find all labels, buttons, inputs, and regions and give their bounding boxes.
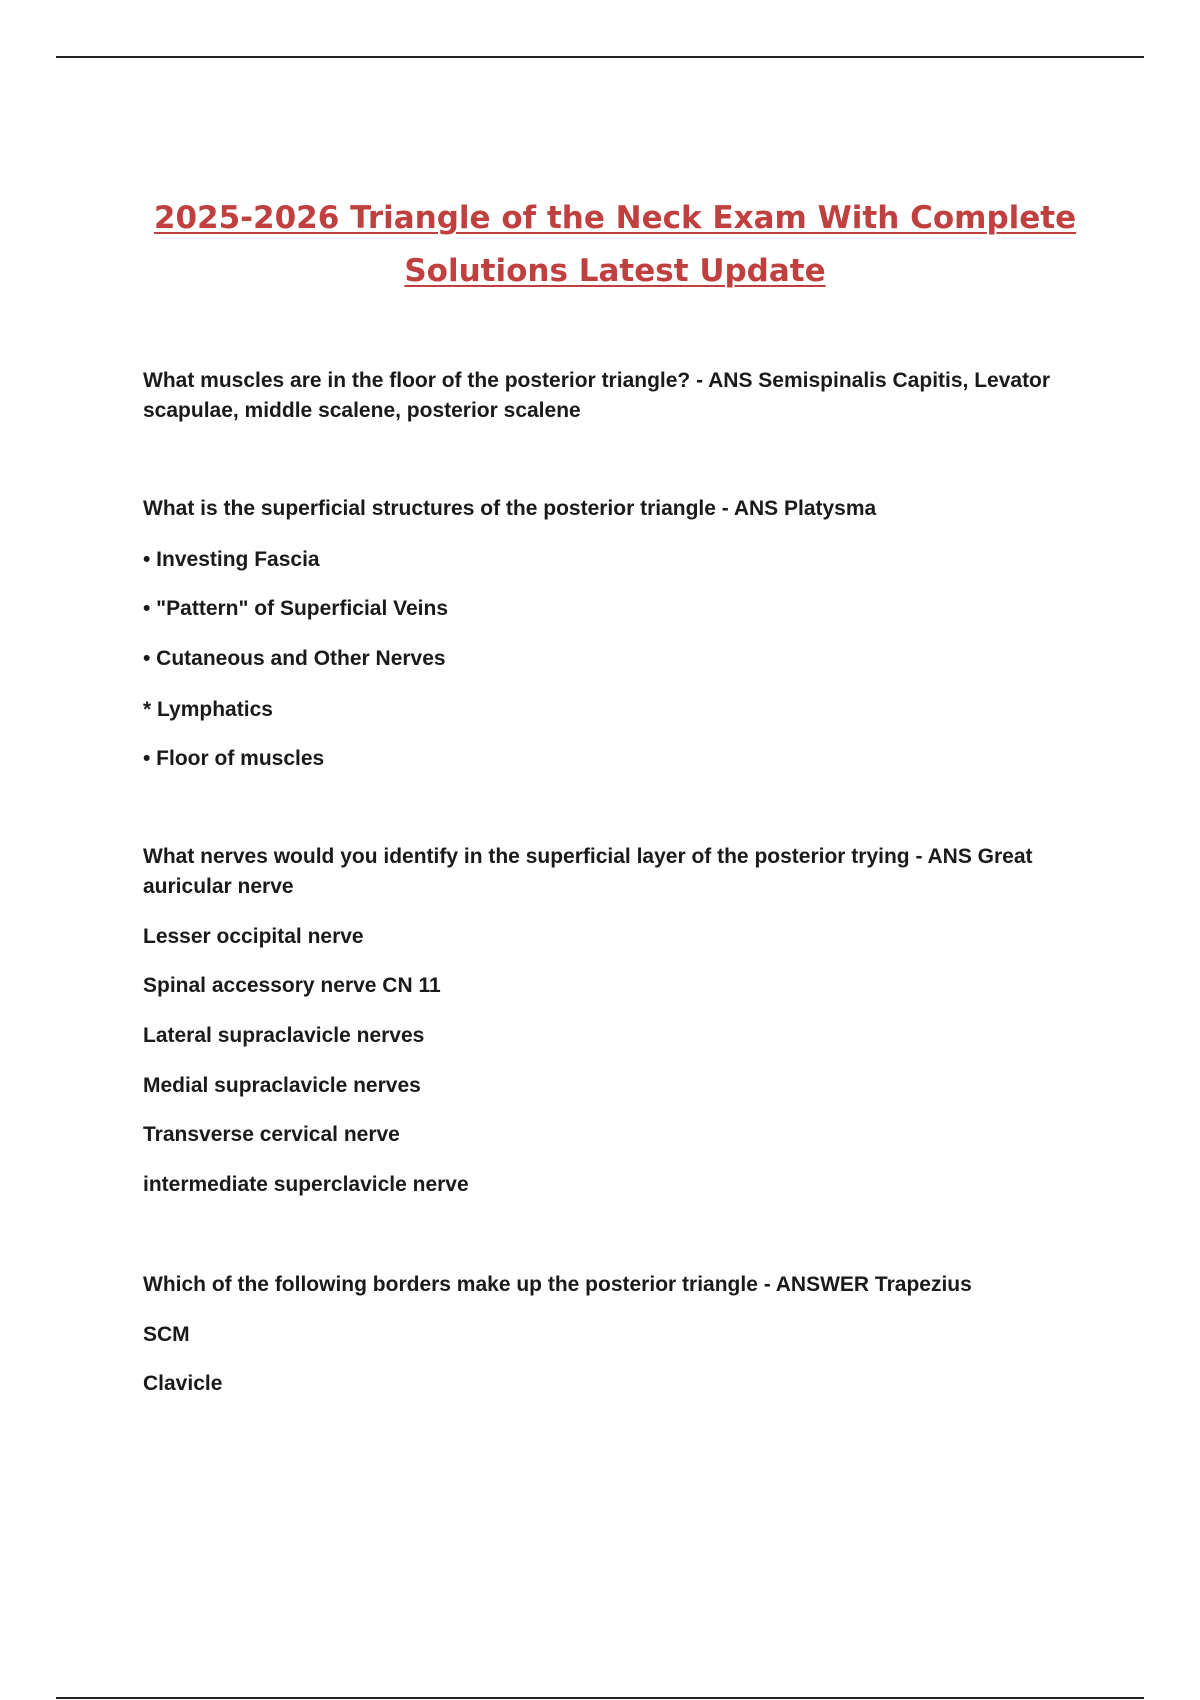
list-item: Lateral supraclavicle nerves: [143, 1024, 425, 1047]
question-3: What nerves would you identify in the superficial layer of the posterior trying - ANS Great auricular nerve: [143, 845, 1033, 898]
list-item: Spinal accessory nerve CN 11: [143, 974, 441, 997]
document-title: 2025-2026 Triangle of the Neck Exam With Complete Solutions Latest Update: [153, 200, 1077, 289]
header-rule: [56, 56, 1144, 58]
list-item: • Investing Fascia: [143, 548, 320, 571]
list-item: Transverse cervical nerve: [143, 1123, 400, 1146]
list-item: * Lymphatics: [143, 698, 273, 721]
list-item: • "Pattern" of Superficial Veins: [143, 597, 449, 620]
question-1: What muscles are in the floor of the posterior triangle? - ANS Semispinalis Capitis, Levator scapulae, middle scalene, posterior scalene: [143, 369, 1051, 422]
list-item: Lesser occipital nerve: [143, 925, 364, 948]
list-item: Clavicle: [143, 1372, 223, 1395]
list-item: • Cutaneous and Other Nerves: [143, 647, 446, 670]
list-item: intermediate superclavicle nerve: [143, 1173, 469, 1196]
list-item: Medial supraclavicle nerves: [143, 1074, 421, 1097]
question-2: What is the superficial structures of the posterior triangle - ANS Platysma: [143, 497, 877, 520]
footer-rule: [56, 1697, 1144, 1699]
list-item: • Floor of muscles: [143, 747, 325, 770]
list-item: SCM: [143, 1323, 190, 1346]
question-4: Which of the following borders make up the posterior triangle - ANSWER Trapezius: [143, 1273, 972, 1296]
